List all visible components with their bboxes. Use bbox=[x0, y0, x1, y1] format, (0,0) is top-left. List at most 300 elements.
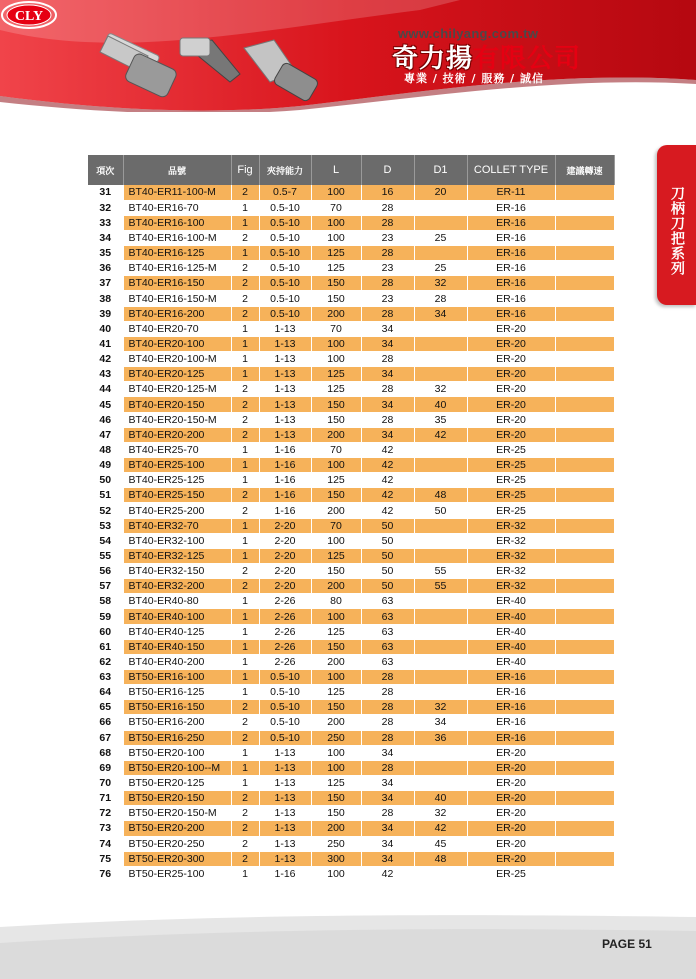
cell-model: BT40-ER20-150-M bbox=[123, 412, 231, 427]
cell-d1: 45 bbox=[414, 836, 467, 851]
cell-no: 48 bbox=[88, 442, 123, 457]
cell-d1 bbox=[414, 533, 467, 548]
cell-model: BT40-ER20-150 bbox=[123, 397, 231, 412]
cell-d1 bbox=[414, 473, 467, 488]
cell-l: 150 bbox=[311, 700, 361, 715]
cell-speed bbox=[555, 866, 614, 881]
cell-clamp: 1-13 bbox=[259, 775, 311, 790]
cell-fig: 2 bbox=[231, 851, 259, 866]
cell-collet-type: ER-20 bbox=[467, 760, 555, 775]
cell-l: 125 bbox=[311, 473, 361, 488]
cell-l: 100 bbox=[311, 458, 361, 473]
cell-d1: 32 bbox=[414, 700, 467, 715]
col-header-d1: D1 bbox=[414, 155, 467, 185]
cell-speed bbox=[555, 836, 614, 851]
cell-speed bbox=[555, 806, 614, 821]
cell-clamp: 0.5-10 bbox=[259, 730, 311, 745]
cell-speed bbox=[555, 427, 614, 442]
cell-clamp: 1-13 bbox=[259, 412, 311, 427]
cell-model: BT40-ER32-125 bbox=[123, 548, 231, 563]
cell-clamp: 1-13 bbox=[259, 806, 311, 821]
cell-d1 bbox=[414, 246, 467, 261]
cell-clamp: 2-20 bbox=[259, 518, 311, 533]
cell-clamp: 2-20 bbox=[259, 564, 311, 579]
cell-l: 200 bbox=[311, 715, 361, 730]
cell-clamp: 0.5-10 bbox=[259, 230, 311, 245]
cell-d: 34 bbox=[361, 775, 414, 790]
cell-no: 75 bbox=[88, 851, 123, 866]
cell-fig: 1 bbox=[231, 200, 259, 215]
cell-l: 250 bbox=[311, 730, 361, 745]
cell-fig: 1 bbox=[231, 609, 259, 624]
cell-collet-type: ER-20 bbox=[467, 336, 555, 351]
table-row bbox=[88, 321, 614, 336]
cell-d: 34 bbox=[361, 851, 414, 866]
cell-d: 28 bbox=[361, 715, 414, 730]
cell-d: 34 bbox=[361, 397, 414, 412]
cell-no: 53 bbox=[88, 518, 123, 533]
table-row bbox=[88, 306, 614, 321]
cell-clamp: 1-13 bbox=[259, 836, 311, 851]
cell-no: 66 bbox=[88, 715, 123, 730]
cell-clamp: 1-13 bbox=[259, 397, 311, 412]
table-row bbox=[88, 291, 614, 306]
cell-no: 76 bbox=[88, 866, 123, 881]
cell-speed bbox=[555, 654, 614, 669]
cell-clamp: 0.5-7 bbox=[259, 185, 311, 200]
cell-l: 100 bbox=[311, 745, 361, 760]
cell-speed bbox=[555, 579, 614, 594]
cell-d: 50 bbox=[361, 533, 414, 548]
cell-fig: 1 bbox=[231, 654, 259, 669]
cell-d: 63 bbox=[361, 594, 414, 609]
cell-d1 bbox=[414, 654, 467, 669]
cell-collet-type: ER-25 bbox=[467, 866, 555, 881]
cell-no: 40 bbox=[88, 321, 123, 336]
cell-clamp: 1-13 bbox=[259, 352, 311, 367]
cell-collet-type: ER-16 bbox=[467, 230, 555, 245]
table-row bbox=[88, 488, 614, 503]
cell-collet-type: ER-20 bbox=[467, 427, 555, 442]
cell-speed bbox=[555, 200, 614, 215]
cell-no: 47 bbox=[88, 427, 123, 442]
cell-no: 35 bbox=[88, 246, 123, 261]
cell-d: 63 bbox=[361, 639, 414, 654]
cell-l: 200 bbox=[311, 654, 361, 669]
cell-speed bbox=[555, 791, 614, 806]
cell-no: 32 bbox=[88, 200, 123, 215]
cell-d1 bbox=[414, 624, 467, 639]
cell-no: 59 bbox=[88, 609, 123, 624]
cell-clamp: 1-16 bbox=[259, 503, 311, 518]
col-header-model: 品號 bbox=[123, 155, 231, 185]
cell-clamp: 2-26 bbox=[259, 594, 311, 609]
cell-no: 69 bbox=[88, 760, 123, 775]
cell-speed bbox=[555, 548, 614, 563]
cell-no: 50 bbox=[88, 473, 123, 488]
cell-l: 150 bbox=[311, 791, 361, 806]
cell-d1: 34 bbox=[414, 306, 467, 321]
cell-d: 28 bbox=[361, 700, 414, 715]
cell-d: 63 bbox=[361, 624, 414, 639]
table-row bbox=[88, 215, 614, 230]
cell-d: 28 bbox=[361, 760, 414, 775]
cell-model: BT40-ER25-70 bbox=[123, 442, 231, 457]
cell-l: 200 bbox=[311, 503, 361, 518]
cell-clamp: 0.5-10 bbox=[259, 685, 311, 700]
cell-l: 150 bbox=[311, 291, 361, 306]
cell-model: BT50-ER16-125 bbox=[123, 685, 231, 700]
cell-model: BT40-ER32-70 bbox=[123, 518, 231, 533]
table-row bbox=[88, 821, 614, 836]
cell-model: BT40-ER40-125 bbox=[123, 624, 231, 639]
cell-collet-type: ER-32 bbox=[467, 564, 555, 579]
cell-collet-type: ER-25 bbox=[467, 488, 555, 503]
cell-l: 300 bbox=[311, 851, 361, 866]
cell-d: 34 bbox=[361, 791, 414, 806]
cell-l: 200 bbox=[311, 579, 361, 594]
table-row bbox=[88, 458, 614, 473]
cell-collet-type: ER-20 bbox=[467, 352, 555, 367]
cell-collet-type: ER-16 bbox=[467, 276, 555, 291]
cell-speed bbox=[555, 306, 614, 321]
cell-l: 100 bbox=[311, 352, 361, 367]
table-row bbox=[88, 866, 614, 881]
cell-clamp: 1-13 bbox=[259, 760, 311, 775]
cell-model: BT40-ER32-200 bbox=[123, 579, 231, 594]
cell-collet-type: ER-20 bbox=[467, 412, 555, 427]
cell-collet-type: ER-16 bbox=[467, 246, 555, 261]
cell-d1 bbox=[414, 609, 467, 624]
cell-collet-type: ER-20 bbox=[467, 397, 555, 412]
cell-d: 23 bbox=[361, 261, 414, 276]
cell-clamp: 0.5-10 bbox=[259, 715, 311, 730]
cell-d: 28 bbox=[361, 806, 414, 821]
page-number: PAGE 51 bbox=[602, 937, 652, 951]
cell-clamp: 2-26 bbox=[259, 654, 311, 669]
table-row bbox=[88, 851, 614, 866]
cell-model: BT50-ER20-125 bbox=[123, 775, 231, 790]
cell-collet-type: ER-20 bbox=[467, 821, 555, 836]
cell-speed bbox=[555, 518, 614, 533]
cell-speed bbox=[555, 473, 614, 488]
cell-model: BT50-ER16-150 bbox=[123, 700, 231, 715]
cell-d: 28 bbox=[361, 352, 414, 367]
cell-clamp: 2-26 bbox=[259, 639, 311, 654]
cell-model: BT40-ER16-125-M bbox=[123, 261, 231, 276]
cell-clamp: 1-16 bbox=[259, 442, 311, 457]
table-row bbox=[88, 336, 614, 351]
cell-clamp: 1-16 bbox=[259, 473, 311, 488]
cell-model: BT40-ER32-150 bbox=[123, 564, 231, 579]
company-logo bbox=[0, 0, 58, 30]
cell-collet-type: ER-32 bbox=[467, 533, 555, 548]
cell-fig: 1 bbox=[231, 670, 259, 685]
cell-clamp: 1-13 bbox=[259, 745, 311, 760]
col-header-fig: Fig bbox=[231, 155, 259, 185]
cell-clamp: 2-26 bbox=[259, 624, 311, 639]
cell-d1: 25 bbox=[414, 230, 467, 245]
cell-l: 80 bbox=[311, 594, 361, 609]
cell-model: BT40-ER25-200 bbox=[123, 503, 231, 518]
cell-clamp: 1-13 bbox=[259, 851, 311, 866]
table-row bbox=[88, 412, 614, 427]
cell-no: 74 bbox=[88, 836, 123, 851]
cell-clamp: 2-20 bbox=[259, 548, 311, 563]
cell-l: 150 bbox=[311, 639, 361, 654]
cell-d: 50 bbox=[361, 548, 414, 563]
cell-fig: 2 bbox=[231, 715, 259, 730]
cell-model: BT50-ER25-100 bbox=[123, 866, 231, 881]
table-row bbox=[88, 624, 614, 639]
cell-d: 23 bbox=[361, 230, 414, 245]
cell-d1: 36 bbox=[414, 730, 467, 745]
cell-d: 28 bbox=[361, 730, 414, 745]
cell-speed bbox=[555, 291, 614, 306]
cell-clamp: 1-13 bbox=[259, 821, 311, 836]
cell-model: BT40-ER16-100 bbox=[123, 215, 231, 230]
cell-clamp: 1-13 bbox=[259, 321, 311, 336]
cell-collet-type: ER-40 bbox=[467, 594, 555, 609]
cell-no: 58 bbox=[88, 594, 123, 609]
cell-speed bbox=[555, 367, 614, 382]
cell-d: 50 bbox=[361, 564, 414, 579]
cell-d: 63 bbox=[361, 654, 414, 669]
cell-d: 23 bbox=[361, 291, 414, 306]
cell-fig: 1 bbox=[231, 594, 259, 609]
cell-d: 50 bbox=[361, 518, 414, 533]
table-row bbox=[88, 246, 614, 261]
cell-d1 bbox=[414, 200, 467, 215]
table-row bbox=[88, 745, 614, 760]
spec-table bbox=[88, 155, 615, 882]
col-header-l: L bbox=[311, 155, 361, 185]
table-row bbox=[88, 639, 614, 654]
cell-no: 45 bbox=[88, 397, 123, 412]
cell-d: 34 bbox=[361, 745, 414, 760]
cell-d: 63 bbox=[361, 609, 414, 624]
cell-collet-type: ER-16 bbox=[467, 715, 555, 730]
cell-d: 42 bbox=[361, 458, 414, 473]
cell-model: BT40-ER20-125 bbox=[123, 367, 231, 382]
cell-speed bbox=[555, 458, 614, 473]
cell-clamp: 1-16 bbox=[259, 866, 311, 881]
table-row bbox=[88, 836, 614, 851]
cell-collet-type: ER-11 bbox=[467, 185, 555, 200]
cell-speed bbox=[555, 609, 614, 624]
cell-d1 bbox=[414, 594, 467, 609]
cell-model: BT50-ER20-200 bbox=[123, 821, 231, 836]
cell-speed bbox=[555, 594, 614, 609]
cell-collet-type: ER-25 bbox=[467, 473, 555, 488]
cell-no: 55 bbox=[88, 548, 123, 563]
svg-text:CLY: CLY bbox=[14, 9, 44, 24]
cell-l: 150 bbox=[311, 806, 361, 821]
company-name-suffix: 有限公司 bbox=[473, 44, 582, 74]
cell-fig: 2 bbox=[231, 488, 259, 503]
cell-model: BT40-ER40-200 bbox=[123, 654, 231, 669]
cell-d1 bbox=[414, 775, 467, 790]
cell-speed bbox=[555, 670, 614, 685]
cell-no: 43 bbox=[88, 367, 123, 382]
cell-speed bbox=[555, 276, 614, 291]
cell-collet-type: ER-25 bbox=[467, 442, 555, 457]
cell-fig: 1 bbox=[231, 246, 259, 261]
cell-speed bbox=[555, 442, 614, 457]
cell-l: 100 bbox=[311, 533, 361, 548]
cell-speed bbox=[555, 533, 614, 548]
cell-speed bbox=[555, 352, 614, 367]
cell-clamp: 0.5-10 bbox=[259, 700, 311, 715]
cell-d1: 20 bbox=[414, 185, 467, 200]
cell-l: 150 bbox=[311, 412, 361, 427]
cell-speed bbox=[555, 715, 614, 730]
cell-no: 33 bbox=[88, 215, 123, 230]
cell-clamp: 2-20 bbox=[259, 533, 311, 548]
cell-d1 bbox=[414, 321, 467, 336]
cell-d1: 32 bbox=[414, 806, 467, 821]
cell-model: BT50-ER16-200 bbox=[123, 715, 231, 730]
cell-no: 31 bbox=[88, 185, 123, 200]
cell-l: 70 bbox=[311, 321, 361, 336]
cell-fig: 1 bbox=[231, 321, 259, 336]
cell-speed bbox=[555, 261, 614, 276]
cell-l: 100 bbox=[311, 215, 361, 230]
cell-d1 bbox=[414, 367, 467, 382]
cell-no: 52 bbox=[88, 503, 123, 518]
cell-speed bbox=[555, 730, 614, 745]
table-row bbox=[88, 760, 614, 775]
cell-no: 42 bbox=[88, 352, 123, 367]
cell-clamp: 1-13 bbox=[259, 382, 311, 397]
table-row bbox=[88, 548, 614, 563]
cell-no: 60 bbox=[88, 624, 123, 639]
cell-no: 73 bbox=[88, 821, 123, 836]
cell-model: BT40-ER16-200 bbox=[123, 306, 231, 321]
cell-fig: 1 bbox=[231, 336, 259, 351]
cell-fig: 2 bbox=[231, 564, 259, 579]
cell-no: 72 bbox=[88, 806, 123, 821]
table-row bbox=[88, 382, 614, 397]
cell-l: 125 bbox=[311, 685, 361, 700]
cell-fig: 2 bbox=[231, 821, 259, 836]
cell-d1: 55 bbox=[414, 564, 467, 579]
cell-model: BT50-ER20-100 bbox=[123, 745, 231, 760]
cell-collet-type: ER-16 bbox=[467, 215, 555, 230]
cell-d: 34 bbox=[361, 821, 414, 836]
cell-model: BT40-ER25-100 bbox=[123, 458, 231, 473]
cell-d1 bbox=[414, 518, 467, 533]
cell-collet-type: ER-40 bbox=[467, 654, 555, 669]
cell-collet-type: ER-20 bbox=[467, 836, 555, 851]
cell-collet-type: ER-20 bbox=[467, 745, 555, 760]
cell-d: 42 bbox=[361, 442, 414, 457]
cell-collet-type: ER-32 bbox=[467, 518, 555, 533]
table-body bbox=[88, 185, 614, 881]
cell-clamp: 1-13 bbox=[259, 791, 311, 806]
cell-fig: 2 bbox=[231, 806, 259, 821]
cell-model: BT40-ER25-150 bbox=[123, 488, 231, 503]
cell-fig: 1 bbox=[231, 473, 259, 488]
cell-no: 57 bbox=[88, 579, 123, 594]
cell-l: 100 bbox=[311, 760, 361, 775]
cell-clamp: 0.5-10 bbox=[259, 215, 311, 230]
cell-collet-type: ER-20 bbox=[467, 321, 555, 336]
table-row bbox=[88, 791, 614, 806]
cell-fig: 1 bbox=[231, 458, 259, 473]
cell-collet-type: ER-16 bbox=[467, 306, 555, 321]
cell-d1 bbox=[414, 458, 467, 473]
table-row bbox=[88, 564, 614, 579]
cell-d1: 42 bbox=[414, 821, 467, 836]
cell-d1 bbox=[414, 639, 467, 654]
cell-no: 38 bbox=[88, 291, 123, 306]
cell-d: 28 bbox=[361, 306, 414, 321]
cell-collet-type: ER-40 bbox=[467, 639, 555, 654]
table-row bbox=[88, 730, 614, 745]
table-row bbox=[88, 670, 614, 685]
table-row bbox=[88, 427, 614, 442]
cell-d: 16 bbox=[361, 185, 414, 200]
cell-fig: 1 bbox=[231, 639, 259, 654]
cell-clamp: 0.5-10 bbox=[259, 276, 311, 291]
cell-model: BT40-ER16-150-M bbox=[123, 291, 231, 306]
cell-l: 125 bbox=[311, 367, 361, 382]
cell-fig: 2 bbox=[231, 427, 259, 442]
cell-fig: 2 bbox=[231, 382, 259, 397]
cell-d1: 35 bbox=[414, 412, 467, 427]
cell-fig: 2 bbox=[231, 579, 259, 594]
cell-fig: 2 bbox=[231, 261, 259, 276]
cell-no: 63 bbox=[88, 670, 123, 685]
cell-d: 34 bbox=[361, 321, 414, 336]
cell-collet-type: ER-32 bbox=[467, 548, 555, 563]
cell-model: BT40-ER25-125 bbox=[123, 473, 231, 488]
cell-l: 100 bbox=[311, 230, 361, 245]
cell-l: 200 bbox=[311, 306, 361, 321]
table-row bbox=[88, 715, 614, 730]
table-row bbox=[88, 654, 614, 669]
cell-fig: 2 bbox=[231, 291, 259, 306]
cell-fig: 2 bbox=[231, 503, 259, 518]
cell-model: BT50-ER20-150 bbox=[123, 791, 231, 806]
cell-speed bbox=[555, 564, 614, 579]
cell-model: BT50-ER16-100 bbox=[123, 670, 231, 685]
cell-model: BT40-ER32-100 bbox=[123, 533, 231, 548]
cell-fig: 2 bbox=[231, 791, 259, 806]
cell-d1: 50 bbox=[414, 503, 467, 518]
cell-collet-type: ER-16 bbox=[467, 291, 555, 306]
table-row bbox=[88, 230, 614, 245]
cell-clamp: 0.5-10 bbox=[259, 261, 311, 276]
cell-speed bbox=[555, 624, 614, 639]
cell-clamp: 0.5-10 bbox=[259, 200, 311, 215]
cell-no: 71 bbox=[88, 791, 123, 806]
cell-speed bbox=[555, 775, 614, 790]
cell-no: 65 bbox=[88, 700, 123, 715]
table-row bbox=[88, 685, 614, 700]
cell-d1: 28 bbox=[414, 291, 467, 306]
cell-no: 39 bbox=[88, 306, 123, 321]
table-row bbox=[88, 442, 614, 457]
cell-l: 150 bbox=[311, 397, 361, 412]
section-side-tab-label: 刀柄刀把系列 bbox=[669, 186, 685, 276]
cell-clamp: 0.5-10 bbox=[259, 306, 311, 321]
cell-l: 100 bbox=[311, 336, 361, 351]
cell-d1 bbox=[414, 670, 467, 685]
cell-collet-type: ER-25 bbox=[467, 503, 555, 518]
table-row bbox=[88, 579, 614, 594]
